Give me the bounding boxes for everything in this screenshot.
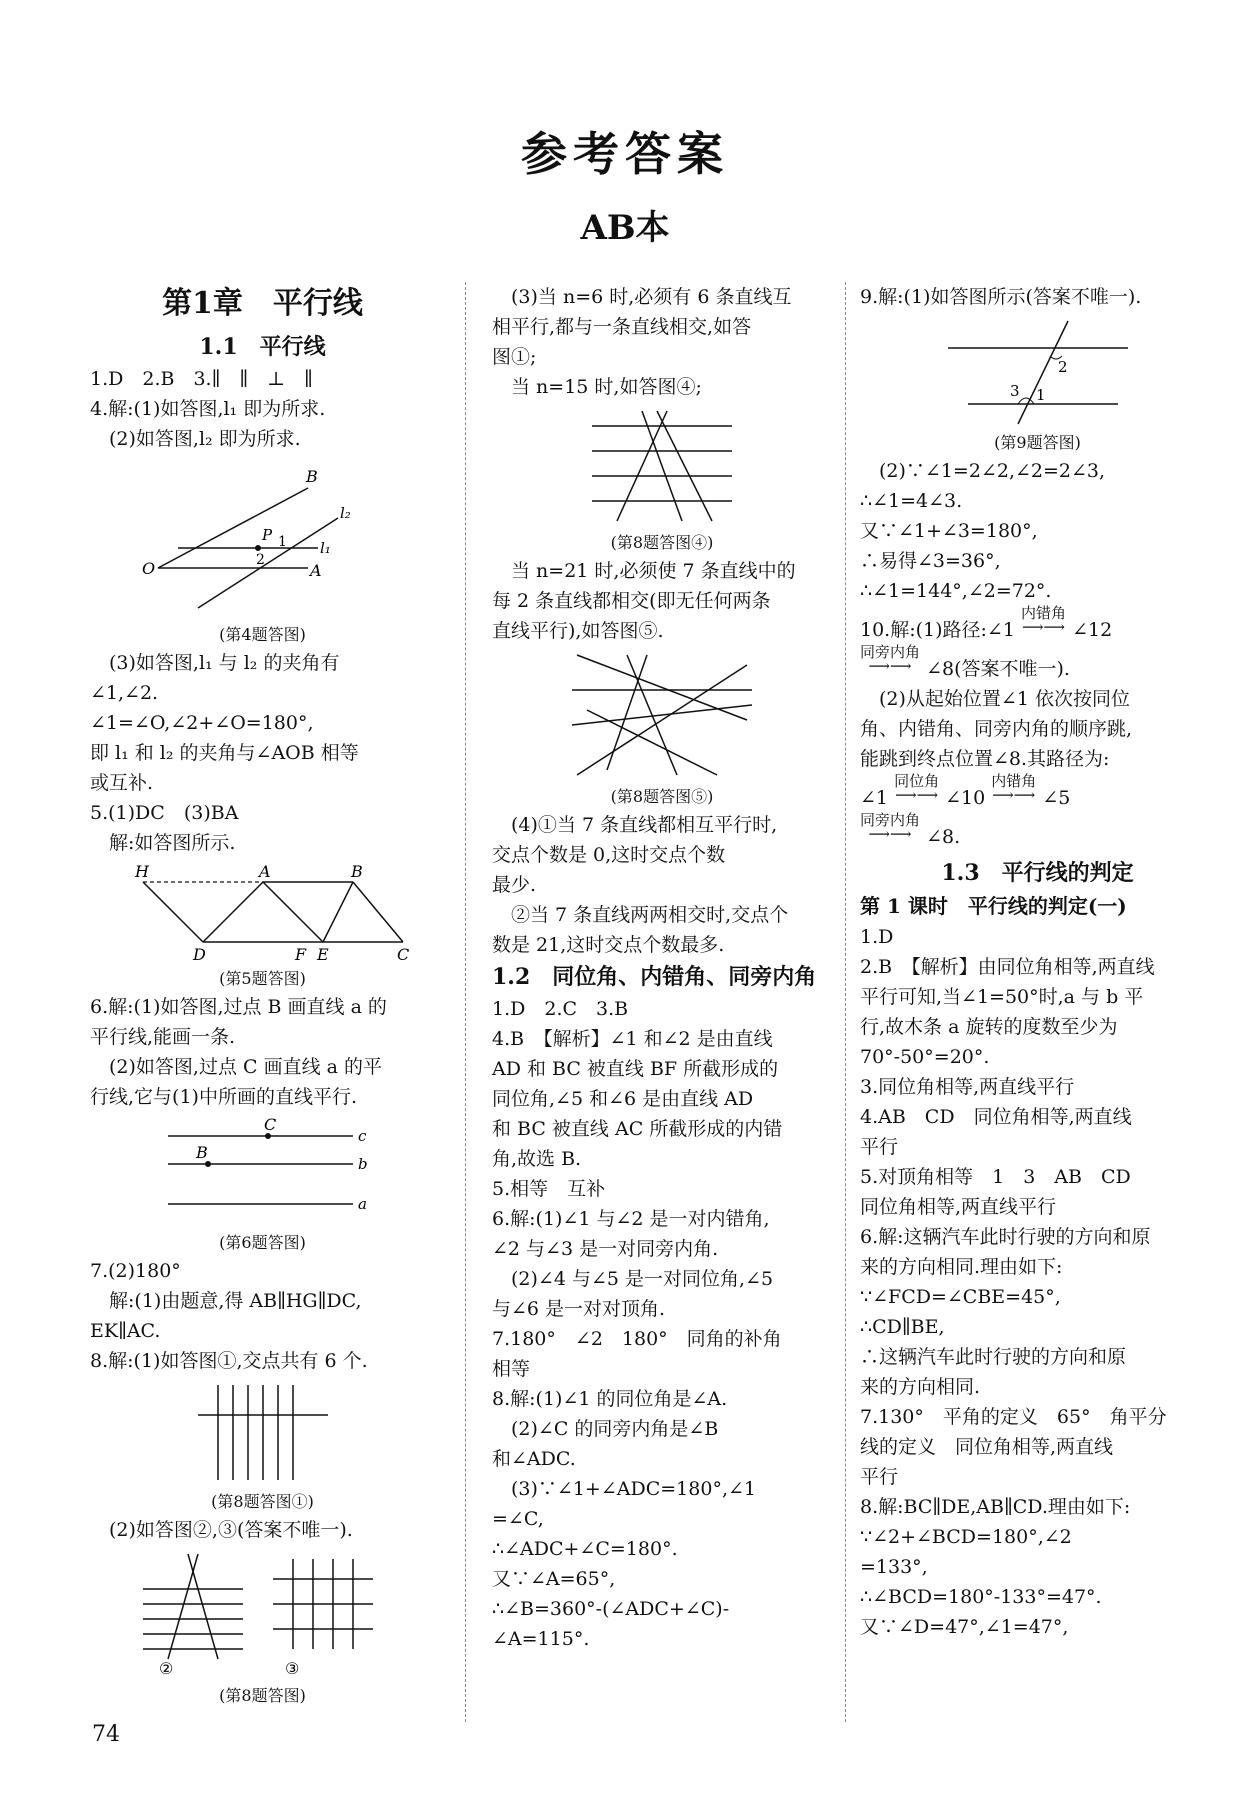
arrow-label: 同位角 <box>894 772 940 790</box>
page-title: 参考答案 <box>521 127 729 181</box>
answer-line: 7.(2)180° <box>90 1260 181 1282</box>
answer-line: =133°, <box>860 1556 928 1578</box>
answer-line: 又∵∠A=65°, <box>492 1568 616 1590</box>
answer-line: 6.解:(1)如答图,过点 B 画直线 a 的 <box>90 996 387 1018</box>
arrow-label-group <box>1021 606 1066 634</box>
chapter-heading: 第1章 平行线 <box>162 286 363 321</box>
section-heading: 1.2 同位角、内错角、同旁内角 <box>492 964 817 990</box>
answer-line: 6.解:(1)∠1 与∠2 是一对内错角, <box>492 1208 770 1230</box>
answer-line: 最少. <box>492 874 537 896</box>
figure-q6 <box>148 1116 378 1226</box>
answer-line: AD 和 BC 被直线 BF 所截形成的 <box>492 1058 779 1080</box>
answer-line: (3)∵∠1+∠ADC=180°,∠1 <box>492 1478 756 1500</box>
label-a: a <box>357 1195 367 1213</box>
answer-line: 当 n=15 时,如答图④; <box>492 376 702 398</box>
figure-caption: (第6题答图) <box>219 1233 306 1252</box>
answer-line: ∴∠1=4∠3. <box>860 490 963 512</box>
answer-line: 即 l₁ 和 l₂ 的夹角与∠AOB 相等 <box>90 742 359 764</box>
label-F: F <box>294 945 306 962</box>
answer-block <box>492 556 832 646</box>
answer-line: 1.D 2.B 3.∥ ∥ ⊥ ∥ <box>90 368 313 390</box>
answer-line: 8.解:(1)如答图①,交点共有 6 个. <box>90 1350 368 1372</box>
figure-q8-1 <box>188 1380 338 1485</box>
column-2 <box>492 282 832 1654</box>
answer-block <box>90 992 435 1112</box>
answer-line: 角、内错角、同旁内角的顺序跳, <box>860 718 1133 740</box>
answer-line: 解:(1)由题意,得 AB∥HG∥DC, <box>90 1290 362 1312</box>
answer-block <box>90 364 435 454</box>
answer-line: 与∠6 是一对对顶角. <box>492 1298 666 1320</box>
label-angle-2: 2 <box>255 552 265 568</box>
path-line-2 <box>860 774 1215 813</box>
path-start: 10.解:(1)路径:∠1 <box>860 619 1015 641</box>
answer-block <box>90 648 435 858</box>
label-c: c <box>357 1127 366 1145</box>
arrow-label: 内错角 <box>1021 604 1067 622</box>
answer-line: 5.对顶角相等 1 3 AB CD <box>860 1166 1131 1188</box>
arrow-label: 同旁内角 <box>860 811 921 829</box>
answer-line: ∠A=115°. <box>492 1628 590 1650</box>
answer-line: ∵∠2+∠BCD=180°,∠2 <box>860 1526 1072 1548</box>
answer-line: 2.B 【解析】由同位角相等,两直线 <box>860 956 1155 978</box>
answer-line: 来的方向相同.理由如下: <box>860 1256 1063 1278</box>
answer-line: ∠1,∠2. <box>90 682 159 704</box>
answer-line: 1.D <box>860 926 894 948</box>
label-O: O <box>141 559 155 578</box>
column-1 <box>90 282 435 1709</box>
arrow-icon: ⟶⟶ <box>895 786 939 804</box>
answer-line: 图①; <box>492 346 537 368</box>
page-subtitle: AB本 <box>580 208 670 248</box>
section-heading: 1.1 平行线 <box>199 334 326 360</box>
answer-line: 行线,它与(1)中所画的直线平行. <box>90 1086 357 1108</box>
answer-line: 70°-50°=20°. <box>860 1046 990 1068</box>
path-node: ∠10 <box>945 787 986 809</box>
label-B: B <box>350 862 363 881</box>
answer-line: 和 BC 被直线 AC 所截形成的内错 <box>492 1118 783 1140</box>
label-C: C <box>263 1116 276 1134</box>
answer-line: ∴∠B=360°-(∠ADC+∠C)- <box>492 1598 730 1620</box>
figure-caption: (第5题答图) <box>219 969 306 988</box>
answer-line: 5.相等 互补 <box>492 1178 606 1200</box>
label-H: H <box>134 862 149 881</box>
answer-line: (2)如答图,过点 C 画直线 a 的平 <box>90 1056 382 1078</box>
figure-caption: (第8题答图⑤) <box>610 787 714 806</box>
arrow-icon: ⟶⟶ <box>1022 618 1066 636</box>
answer-line: 每 2 条直线都相交(即无任何两条 <box>492 590 771 612</box>
figure-q8-2-3 <box>133 1549 393 1679</box>
label-l1: l₁ <box>319 539 331 557</box>
answer-line: ∠2 与∠3 是一对同旁内角. <box>492 1238 719 1260</box>
answer-block <box>860 456 1215 606</box>
answer-line: ∵∠FCD=∠CBE=45°, <box>860 1286 1061 1308</box>
label-angle-1: 1 <box>1035 386 1046 404</box>
answer-line: =∠C, <box>492 1508 544 1530</box>
label-P: P <box>261 526 272 544</box>
path-node: ∠1 <box>860 787 889 809</box>
label-angle-3: 3 <box>1009 382 1020 400</box>
label-l2: l₂ <box>339 504 351 522</box>
arrow-icon: ⟶⟶ <box>868 825 912 843</box>
answer-line: (2)∵∠1=2∠2,∠2=2∠3, <box>860 460 1106 482</box>
column-3 <box>860 282 1215 1642</box>
label-figure-3: ③ <box>284 1659 299 1678</box>
answer-line: ∴∠ADC+∠C=180°. <box>492 1538 678 1560</box>
figure-q5 <box>113 862 413 962</box>
column-divider <box>845 282 846 1722</box>
figure-q4 <box>138 458 388 618</box>
answer-line: (3)如答图,l₁ 与 l₂ 的夹角有 <box>90 652 340 674</box>
answer-line: (2)∠C 的同旁内角是∠B <box>492 1418 719 1440</box>
lesson-heading: 第 1 课时 平行线的判定(一) <box>860 894 1127 918</box>
answer-line: 8.解:(1)∠1 的同位角是∠A. <box>492 1388 728 1410</box>
label-E: E <box>316 945 329 962</box>
label-C: C <box>396 945 409 962</box>
answer-line: 同位角相等,两直线平行 <box>860 1196 1057 1218</box>
column-divider <box>465 282 466 1722</box>
answer-line: 4.AB CD 同位角相等,两直线 <box>860 1106 1132 1128</box>
answer-line: 数是 21,这时交点个数最多. <box>492 934 725 956</box>
answer-line: 行,故木条 a 旋转的度数至少为 <box>860 1016 1118 1038</box>
answer-line: 4.B 【解析】∠1 和∠2 是由直线 <box>492 1028 773 1050</box>
answer-line: 7.130° 平角的定义 65° 角平分 <box>860 1406 1167 1428</box>
label-D: D <box>192 945 206 962</box>
path-node: ∠5 <box>1042 787 1071 809</box>
arrow-label: 同旁内角 <box>860 643 921 661</box>
label-B: B <box>305 467 318 486</box>
answer-line: 6.解:这辆汽车此时行驶的方向和原 <box>860 1226 1151 1248</box>
section-heading: 1.3 平行线的判定 <box>941 860 1134 886</box>
answer-line: (3)当 n=6 时,必须有 6 条直线互 <box>492 286 792 308</box>
answer-line: 9.解:(1)如答图所示(答案不唯一). <box>860 286 1142 308</box>
answer-line: 又∵∠1+∠3=180°, <box>860 520 1038 542</box>
answer-line: 交点个数是 0,这时交点个数 <box>492 844 726 866</box>
answer-line: 和∠ADC. <box>492 1448 576 1470</box>
answer-line: ∠1=∠O,∠2+∠O=180°, <box>90 712 314 734</box>
answer-line: 线的定义 同位角相等,两直线 <box>860 1436 1114 1458</box>
figure-q8-4 <box>587 406 737 526</box>
answer-line: 7.180° ∠2 180° 同角的补角 <box>492 1328 782 1350</box>
answer-line: ②当 7 条直线两两相交时,交点个 <box>492 904 789 926</box>
answer-line: 1.D 2.C 3.B <box>492 998 629 1020</box>
answer-block <box>492 810 832 960</box>
path-node: ∠8. <box>926 826 961 848</box>
answer-line: (2)∠4 与∠5 是一对同位角,∠5 <box>492 1268 774 1290</box>
answer-line: 平行线,能画一条. <box>90 1026 236 1048</box>
path-line-2b <box>860 813 1215 852</box>
answer-line: 3.同位角相等,两直线平行 <box>860 1076 1075 1098</box>
label-figure-2: ② <box>158 1659 173 1678</box>
path-line-1b <box>860 645 1215 684</box>
arrow-icon: ⟶⟶ <box>868 657 912 675</box>
arrow-label-group <box>991 774 1036 802</box>
answer-line: ∴∠1=144°,∠2=72°. <box>860 580 1052 602</box>
answer-line: 4.解:(1)如答图,l₁ 即为所求. <box>90 398 326 420</box>
figure-caption: (第8题答图④) <box>610 533 714 552</box>
path-end: ∠8(答案不唯一). <box>926 658 1070 680</box>
path-line-1 <box>860 606 1215 645</box>
answer-line: 直线平行),如答图⑤. <box>492 620 664 642</box>
answer-line: 又∵∠D=47°,∠1=47°, <box>860 1616 1069 1638</box>
answer-line: (2)如答图,l₂ 即为所求. <box>90 428 301 450</box>
answer-line: ∴易得∠3=36°, <box>860 550 1001 572</box>
path-end: ∠12 <box>1072 619 1113 641</box>
answer-block <box>492 282 832 402</box>
answer-line: 平行 <box>860 1466 899 1488</box>
answer-line: (2)如答图②,③(答案不唯一). <box>90 1519 353 1541</box>
figure-q9 <box>938 316 1138 426</box>
arrow-label-group <box>860 645 920 673</box>
answer-block <box>860 684 1215 774</box>
answer-line: (2)从起始位置∠1 依次按同位 <box>860 688 1130 710</box>
answer-block <box>492 994 832 1654</box>
answer-block <box>90 1256 435 1376</box>
answer-line: 相等 <box>492 1358 531 1380</box>
answer-line: 同位角,∠5 和∠6 是由直线 AD <box>492 1088 754 1110</box>
label-B: B <box>195 1143 208 1162</box>
answer-block <box>860 922 1215 1642</box>
answer-line: 平行 <box>860 1136 899 1158</box>
answer-line: EK∥AC. <box>90 1320 161 1342</box>
answer-line: 当 n=21 时,必须使 7 条直线中的 <box>492 560 796 582</box>
answer-line: 或互补. <box>90 772 154 794</box>
answer-line: 8.解:BC∥DE,AB∥CD.理由如下: <box>860 1496 1131 1518</box>
label-A: A <box>309 561 322 580</box>
answer-line: 能跳到终点位置∠8.其路径为: <box>860 748 1110 770</box>
figure-caption: (第4题答图) <box>219 625 306 644</box>
answer-line: 角,故选 B. <box>492 1148 582 1170</box>
answer-line: 平行可知,当∠1=50°时,a 与 b 平 <box>860 986 1144 1008</box>
answer-line: 来的方向相同. <box>860 1376 981 1398</box>
label-angle-2: 2 <box>1057 358 1068 376</box>
answer-line: 5.(1)DC (3)BA <box>90 802 239 824</box>
arrow-icon: ⟶⟶ <box>992 786 1036 804</box>
label-angle-1: 1 <box>277 534 287 550</box>
figure-q8-5 <box>567 650 757 780</box>
answer-line: ∴∠BCD=180°-133°=47°. <box>860 1586 1102 1608</box>
arrow-label-group <box>860 813 920 841</box>
arrow-label: 内错角 <box>991 772 1037 790</box>
answer-line: ∴CD∥BE, <box>860 1316 945 1338</box>
answer-line: ∴这辆汽车此时行驶的方向和原 <box>860 1346 1127 1368</box>
figure-caption: (第9题答图) <box>994 433 1081 452</box>
figure-caption: (第8题答图) <box>219 1686 306 1705</box>
answer-line: 解:如答图所示. <box>90 832 236 854</box>
label-b: b <box>357 1155 368 1173</box>
page-number: 74 <box>92 1722 120 1747</box>
answer-line: (4)①当 7 条直线都相互平行时, <box>492 814 778 836</box>
label-A: A <box>258 862 271 881</box>
answer-line: 相平行,都与一条直线相交,如答 <box>492 316 752 338</box>
arrow-label-group <box>894 774 939 802</box>
figure-caption: (第8题答图①) <box>211 1492 314 1511</box>
